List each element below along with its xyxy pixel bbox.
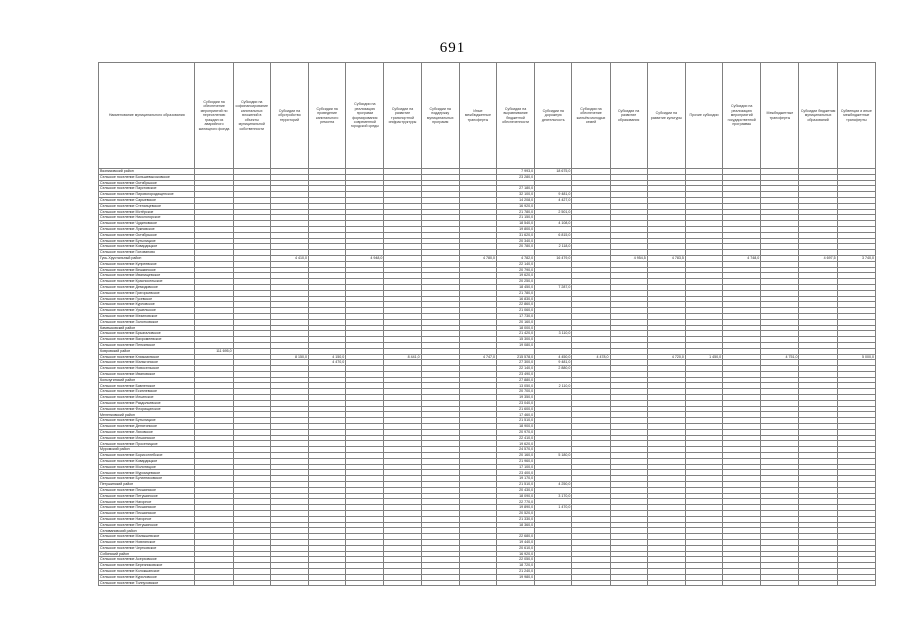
table-cell — [572, 580, 610, 586]
table-cell: 23 490,0 — [496, 371, 534, 377]
row-name: Сельское поселение Флорищинское — [99, 406, 195, 412]
table-cell — [309, 580, 346, 586]
row-name: Муромский район — [99, 447, 195, 453]
column-header: Субсидии на развитие транспортной инфраструктуры — [384, 63, 421, 169]
header-row — [99, 63, 876, 169]
row-name: Сельское поселение Илькинское — [99, 435, 195, 441]
column-header: Субсидии на развитие образования — [610, 63, 647, 169]
table-cell: 4 697,5 — [799, 255, 837, 261]
row-name: Сельское поселение Золотковское — [99, 319, 195, 325]
table-cell: 22 050,0 — [496, 557, 534, 563]
row-name: Сельское поселение Муромцевское — [99, 470, 195, 476]
table-cell: 23 280,0 — [496, 174, 534, 180]
table-cell: 20 610,0 — [496, 545, 534, 551]
table-cell: 14 208,0 — [496, 197, 534, 203]
table-cell: 20 340,0 — [496, 238, 534, 244]
table-cell — [270, 580, 308, 586]
row-name: Собинский район — [99, 551, 195, 557]
table-cell: 20 790,0 — [496, 267, 534, 273]
row-name: Сельское поселение Денятинское — [99, 424, 195, 430]
table-cell: 7 287,0 — [535, 284, 572, 290]
row-name: Сельское поселение Демидовское — [99, 284, 195, 290]
row-name: Ковровский район — [99, 348, 195, 354]
column-header: Субсидии на софинансирование капитальных вложений в объекты муниципальной собственности — [233, 63, 270, 169]
table-cell: 4 782,0 — [496, 255, 534, 261]
table-cell: 4 108,0 — [535, 221, 572, 227]
row-name: Сельское поселение Ляховское — [99, 429, 195, 435]
table-cell: 20 700,0 — [496, 389, 534, 395]
table-cell: 17 730,0 — [496, 313, 534, 319]
row-name: Сельское поселение Голованово — [99, 250, 195, 256]
row-name: Сельское поселение Мезиновское — [99, 313, 195, 319]
row-name: Сельское поселение Пекшинское — [99, 505, 195, 511]
row-name: Сельское поселение Вахромеевское — [99, 337, 195, 343]
row-name: Сельское поселение Красносельское — [99, 279, 195, 285]
table-cell: 18 360,0 — [496, 522, 534, 528]
row-name: Камешковский район — [99, 325, 195, 331]
row-name: Гусь-Хрустальный район — [99, 255, 195, 261]
column-header: Субсидии на дорожную деятельность — [535, 63, 572, 169]
row-name: Сельское поселение Никологорское — [99, 215, 195, 221]
table-cell: 27 300,0 — [496, 360, 534, 366]
table-cell: 16 920,0 — [496, 551, 534, 557]
column-header: Субсидии на поддержку муниципальных программ — [421, 63, 459, 169]
table-cell: 19 800,0 — [496, 226, 534, 232]
table-cell: 22 860,0 — [496, 302, 534, 308]
column-header: Субсидии на реализацию программ формирования современной городской среды — [346, 63, 384, 169]
table-cell: 15 300,0 — [496, 337, 534, 343]
table-cell: 17 100,0 — [496, 464, 534, 470]
column-header: Иные межбюджетные трансферты — [459, 63, 496, 169]
table-cell: 4 150,0 — [309, 354, 346, 360]
row-name: Сельское поселение Пенкинское — [99, 342, 195, 348]
table-cell — [195, 580, 233, 586]
row-name: Сельское поселение Большевысоковское — [99, 174, 195, 180]
row-name: Сельское поселение Петушинское — [99, 522, 195, 528]
row-name: Сельское поселение Гусевское — [99, 296, 195, 302]
table-cell: 20 780,0 — [496, 244, 534, 250]
column-header: Прочие субсидии — [685, 63, 722, 169]
row-name: Сельское поселение Есиплевское — [99, 389, 195, 395]
table-cell: 24 570,0 — [496, 447, 534, 453]
table-cell: 19 620,0 — [496, 273, 534, 279]
row-name: Сельское поселение Курловское — [99, 302, 195, 308]
table-cell — [837, 580, 875, 586]
table-cell: 2 501,0 — [535, 209, 572, 215]
row-name: Петушинский район — [99, 482, 195, 488]
row-name: Сельское поселение Ковардицкое — [99, 244, 195, 250]
column-header: Наименование муниципального образования — [99, 63, 195, 169]
table-cell: 5 180,0 — [535, 453, 572, 459]
table-cell: 31 620,0 — [496, 232, 534, 238]
table-cell: 32 100,0 — [496, 192, 534, 198]
table-cell: 4 780,0 — [459, 255, 496, 261]
column-header: Субсидии на обустройство территорий — [270, 63, 308, 169]
table-cell: 8 150,0 — [270, 354, 308, 360]
table-cell: 20 160,0 — [496, 319, 534, 325]
page-number: 691 — [439, 40, 466, 56]
column-header: Субсидии на развитие культуры — [647, 63, 685, 169]
table-cell: 18 720,0 — [496, 563, 534, 569]
table-cell: 19 620,0 — [496, 441, 534, 447]
table-cell: 4 747,0 — [459, 354, 496, 360]
row-name: Сельское поселение Чертковское — [99, 545, 195, 551]
table-cell: 22 770,0 — [496, 499, 534, 505]
row-name: Сельское поселение Малышевское — [99, 534, 195, 540]
table-cell: 4 783,5 — [647, 255, 685, 261]
row-name: Сельское поселение Григорьевское — [99, 290, 195, 296]
table-cell: 18 540,0 — [496, 221, 534, 227]
table-cell: 21 960,0 — [496, 458, 534, 464]
row-name: Сельское поселение Бавленское — [99, 383, 195, 389]
table-cell: 21 240,0 — [496, 568, 534, 574]
row-name: Сельское поселение Лукновское — [99, 226, 195, 232]
table-cell: 22 140,0 — [496, 366, 534, 372]
table-cell: 20 160,0 — [496, 453, 534, 459]
data-table — [98, 62, 876, 586]
table-cell: 23 040,0 — [496, 400, 534, 406]
row-name: Сельское поселение Бутылицкое — [99, 238, 195, 244]
table-cell: 16 830,0 — [496, 296, 534, 302]
row-name: Сельское поселение Асерховское — [99, 557, 195, 563]
row-name: Сельское поселение Нагорное — [99, 499, 195, 505]
row-name: Сельское поселение Клязьминское — [99, 354, 195, 360]
table-cell: 3 110,0 — [535, 331, 572, 337]
table-cell — [233, 580, 270, 586]
row-name: Сельское поселение Пировогородищенское — [99, 192, 195, 198]
table-cell: 18 675,0 — [535, 169, 572, 175]
row-name: Сельское поселение Вешкинское — [99, 267, 195, 273]
table-cell: 20 520,0 — [496, 511, 534, 517]
table-cell: 19 440,0 — [496, 540, 534, 546]
table-cell: 27 180,0 — [496, 186, 534, 192]
table-cell — [723, 580, 761, 586]
table-cell: 21 600,0 — [496, 406, 534, 412]
table-cell — [610, 580, 647, 586]
row-name: Сельское поселение Купреевское — [99, 261, 195, 267]
table-cell: 18 450,0 — [496, 284, 534, 290]
row-name: Сельское поселение Просеницкое — [99, 441, 195, 447]
table-cell: 8 441,0 — [384, 354, 421, 360]
row-name: Сельское поселение Ильинское — [99, 395, 195, 401]
table-cell: 4 720,0 — [647, 354, 685, 360]
table-cell: 215 578,0 — [496, 354, 534, 360]
table-cell: 21 060,0 — [496, 308, 534, 314]
table-cell: 4 751,0 — [761, 354, 799, 360]
row-name: Сельское поселение Пекшинское — [99, 487, 195, 493]
table-cell: 1 470,0 — [535, 505, 572, 511]
table-cell: 21 150,0 — [496, 215, 534, 221]
row-name: Кольчугинский район — [99, 377, 195, 383]
table-cell: 3 170,0 — [535, 493, 572, 499]
table-cell: 19 350,0 — [496, 395, 534, 401]
table-cell: 19 080,0 — [496, 342, 534, 348]
table-cell: 13 050,0 — [496, 383, 534, 389]
row-name: Сельское поселение Нагорное — [99, 516, 195, 522]
column-header: Субсидии на реализацию мероприятий государственной программы — [723, 63, 761, 169]
row-name: Сельское поселение Борисоглебское — [99, 453, 195, 459]
table-cell — [799, 580, 837, 586]
row-name: Сельское поселение Колокшанское — [99, 568, 195, 574]
table-cell: 1 450,0 — [685, 354, 722, 360]
table-cell: 16 920,0 — [496, 203, 534, 209]
row-name: Сельское поселение Иванищевское — [99, 273, 195, 279]
column-header: Субсидии на обеспечение мероприятий по переселению граждан из аварийного жилищного фонда — [195, 63, 233, 169]
row-name: Сельское поселение Молотицкое — [99, 464, 195, 470]
table-cell: 9 481,0 — [535, 192, 572, 198]
table-cell: 18 090,0 — [496, 493, 534, 499]
table-cell: 4 250,0 — [535, 482, 572, 488]
column-header: Субсидии на обеспечение жильём молодых семей — [572, 63, 610, 169]
row-name: Сельское поселение Чудиновское — [99, 221, 195, 227]
table-cell — [685, 580, 722, 586]
row-name: Сельское поселение Ивановское — [99, 371, 195, 377]
table-cell — [421, 580, 459, 586]
column-header: Субсидии бюджетам муниципальных образований — [799, 63, 837, 169]
table-cell: 20 250,0 — [496, 279, 534, 285]
row-name: Сельское поселение Степанцевское — [99, 203, 195, 209]
table-cell — [761, 580, 799, 586]
row-name: Сельское поселение Новлянское — [99, 540, 195, 546]
table-cell: 21 420,0 — [496, 331, 534, 337]
table-cell — [496, 580, 534, 586]
row-name: Сельское поселение Новосельское — [99, 366, 195, 372]
row-name: Сельское поселение Березниковское — [99, 563, 195, 569]
row-name: Сельское поселение Октябрьское — [99, 232, 195, 238]
table-cell: 2 110,0 — [535, 383, 572, 389]
table-cell — [384, 580, 421, 586]
row-name: Сельское поселение Пекшинское — [99, 511, 195, 517]
table-cell: 21 780,0 — [496, 290, 534, 296]
table-cell: 4 450,0 — [535, 354, 572, 360]
row-name: Селивановский район — [99, 528, 195, 534]
table-cell: 22 410,0 — [496, 435, 534, 441]
table-cell: 4 427,0 — [535, 197, 572, 203]
table-cell: 5 000,0 — [837, 354, 875, 360]
table-cell: 27 880,0 — [496, 377, 534, 383]
table-cell: 21 510,0 — [496, 418, 534, 424]
table-cell: 4 748,0 — [723, 255, 761, 261]
table-cell: 20 970,0 — [496, 429, 534, 435]
row-name: Меленковский район — [99, 412, 195, 418]
table-cell: 19 170,0 — [496, 476, 534, 482]
table-cell: 23 400,0 — [496, 470, 534, 476]
table-cell: 6 815,0 — [535, 232, 572, 238]
row-name: Сельское поселение Куриловское — [99, 574, 195, 580]
row-name: Сельское поселение Ковардицкое — [99, 458, 195, 464]
table-cell: 7 993,0 — [496, 169, 534, 175]
table-cell: 2 880,0 — [535, 366, 572, 372]
column-header: Субсидии на проведение капитального ремонта — [309, 63, 346, 169]
table-cell: 4 470,0 — [309, 360, 346, 366]
row-name: Сельское поселение Бутылицкое — [99, 418, 195, 424]
table-cell: 4 954,5 — [610, 255, 647, 261]
table-cell: 9 481,0 — [535, 360, 572, 366]
row-name: Сельское поселение Уршельское — [99, 308, 195, 314]
column-header: Субсидии на выравнивание бюджетной обеспеченности — [496, 63, 534, 169]
table-cell: 19 980,0 — [496, 574, 534, 580]
table-cell — [459, 580, 496, 586]
table-cell: 21 510,0 — [496, 482, 534, 488]
column-header: Субвенции и иные межбюджетные трансферты — [837, 63, 875, 169]
table-cell: 21 780,0 — [496, 209, 534, 215]
column-header: Межбюджетные трансферты — [761, 63, 799, 169]
row-name: Сельское поселение Мстёрское — [99, 209, 195, 215]
table-cell: 20 430,0 — [496, 487, 534, 493]
row-name: Сельское поселение Малыгинское — [99, 360, 195, 366]
row-name: Сельское поселение Булатниковское — [99, 476, 195, 482]
row-name: Сельское поселение Брызгаловское — [99, 331, 195, 337]
table-cell: 4 410,0 — [270, 255, 308, 261]
table-row — [99, 580, 876, 586]
row-name: Сельское поселение Раздольевское — [99, 400, 195, 406]
table-cell: 22 140,0 — [496, 261, 534, 267]
table-cell — [647, 580, 685, 586]
table-cell: 111 695,0 — [195, 348, 233, 354]
table-cell: 2 118,0 — [535, 244, 572, 250]
table-cell — [535, 580, 572, 586]
table-cell: 19 890,0 — [496, 505, 534, 511]
table-cell: 22 680,0 — [496, 534, 534, 540]
table-cell: 16 479,0 — [535, 255, 572, 261]
table-cell: 17 460,0 — [496, 412, 534, 418]
row-name: Сельское поселение Паустовское — [99, 186, 195, 192]
row-name: Сельское поселение Октябрьское — [99, 180, 195, 186]
table-cell — [346, 580, 384, 586]
table-cell: 18 900,0 — [496, 424, 534, 430]
table-cell: 4 478,0 — [572, 354, 610, 360]
table-cell: 3 740,0 — [837, 255, 875, 261]
row-name: Вязниковский район — [99, 169, 195, 175]
row-name: Сельское поселение Петушинское — [99, 493, 195, 499]
table-cell: 4 948,0 — [346, 255, 384, 261]
row-name: Сельское поселение Сарыевское — [99, 197, 195, 203]
table-cell: 21 330,0 — [496, 516, 534, 522]
row-name: Сельское поселение Толпуховское — [99, 580, 195, 586]
table-cell: 18 000,0 — [496, 325, 534, 331]
